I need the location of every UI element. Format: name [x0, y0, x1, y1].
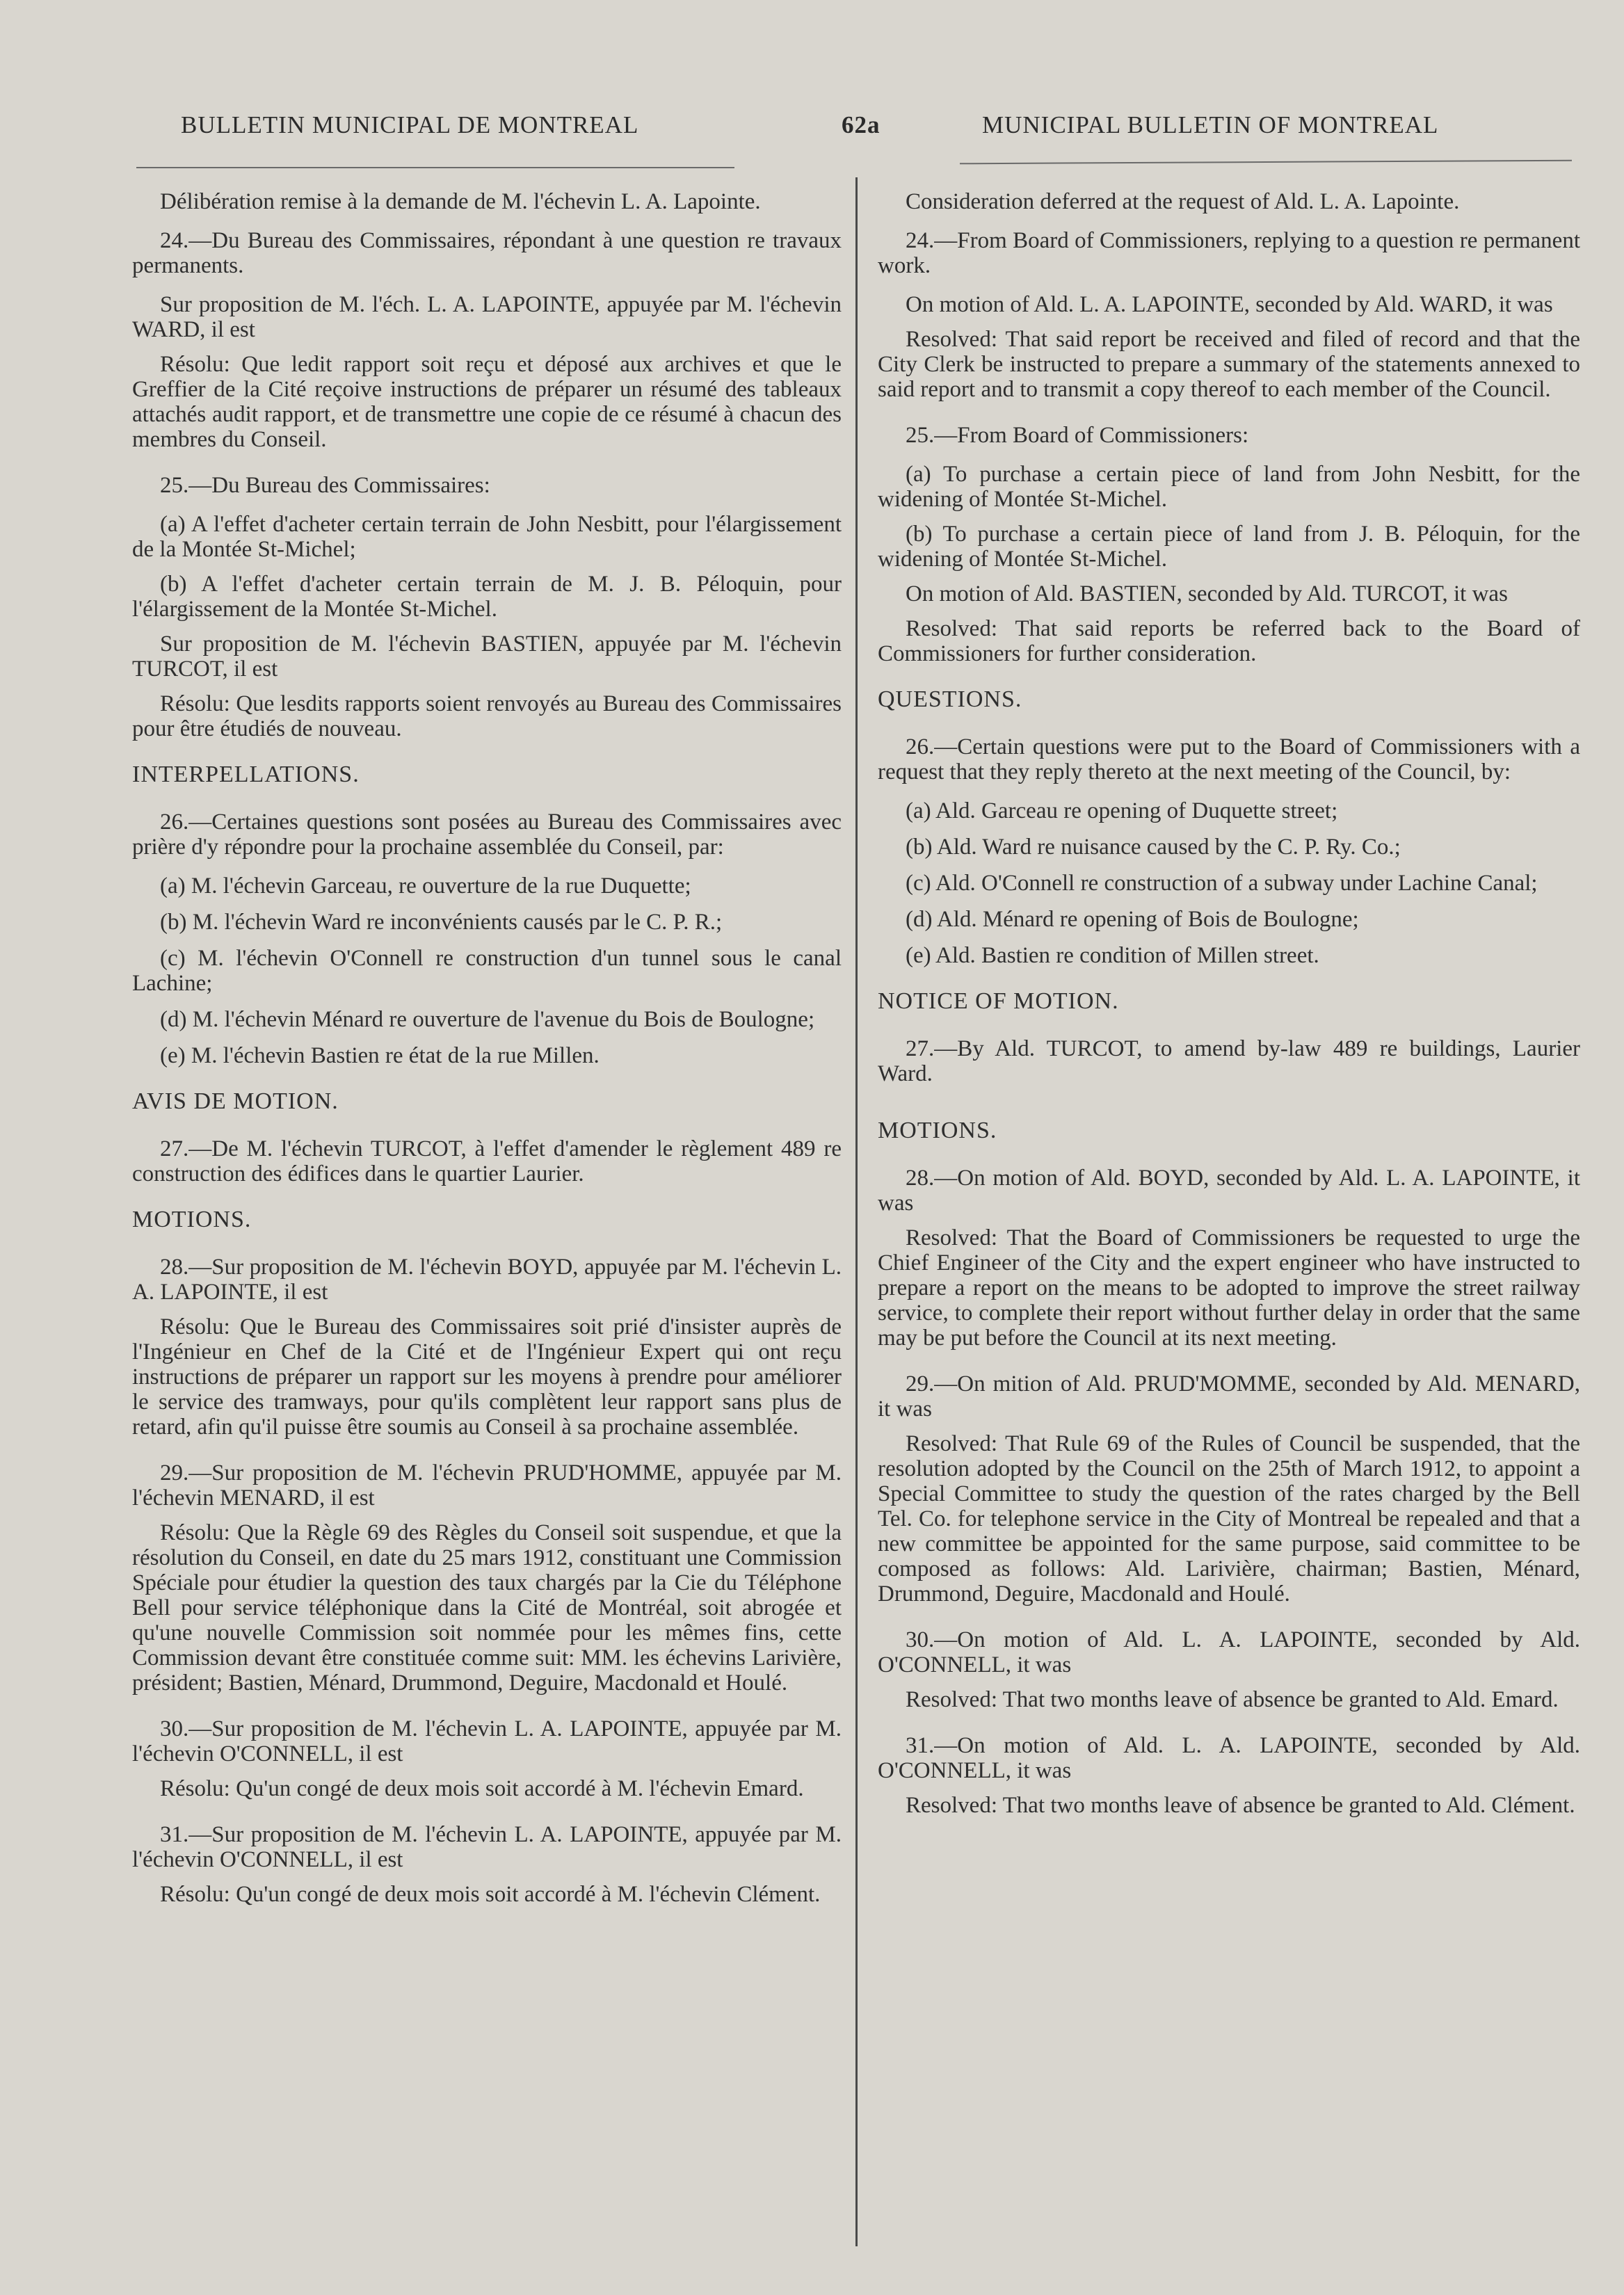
- header-title-en: MUNICIPAL BULLETIN OF MONTREAL: [982, 111, 1439, 138]
- fr-item-30-motion: 30.—Sur proposition de M. l'échevin L. A. LAPOINTE, appuyée par M. l'échevin O'CONNELL, il est: [132, 1716, 842, 1766]
- page-header: [132, 111, 1544, 146]
- en-item-25-a: (a) To purchase a certain piece of land from John Nesbitt, for the widening of Montée St-Michel.: [878, 462, 1580, 512]
- fr-item-31-motion: 31.—Sur proposition de M. l'échevin L. A. LAPOINTE, appuyée par M. l'échevin O'CONNELL, il est: [132, 1822, 842, 1872]
- en-item-26-e: (e) Ald. Bastien re condition of Millen street.: [906, 943, 1319, 968]
- en-item-26-d: (d) Ald. Ménard re opening of Bois de Boulogne;: [906, 907, 1359, 932]
- en-item-27: 27.—By Ald. TURCOT, to amend by-law 489 re buildings, Laurier Ward.: [878, 1036, 1580, 1086]
- header-rule-right: [960, 160, 1572, 165]
- english-column: [878, 189, 1580, 1832]
- header-title-fr: BULLETIN MUNICIPAL DE MONTREAL: [181, 111, 639, 138]
- fr-heading-motions: MOTIONS.: [132, 1207, 252, 1232]
- fr-item-30-resolution: Résolu: Qu'un congé de deux mois soit accordé à M. l'échevin Emard.: [160, 1776, 804, 1801]
- en-item-25-motion: On motion of Ald. BASTIEN, seconded by Ald. TURCOT, it was: [906, 581, 1508, 606]
- page-number: 62a: [842, 111, 881, 138]
- fr-item-27: 27.—De M. l'échevin TURCOT, à l'effet d'amender le règlement 489 re construction des édifices dans le quartier Laurier.: [132, 1136, 842, 1186]
- en-item-28-motion: 28.—On motion of Ald. BOYD, seconded by Ald. L. A. LAPOINTE, it was: [878, 1166, 1580, 1216]
- en-item-25-b: (b) To purchase a certain piece of land from J. B. Péloquin, for the widening of Montée St-Michel.: [878, 522, 1580, 572]
- en-item-26-b: (b) Ald. Ward re nuisance caused by the C. P. Ry. Co.;: [906, 835, 1401, 860]
- fr-deferred: Délibération remise à la demande de M. l'échevin L. A. Lapointe.: [160, 189, 761, 214]
- fr-item-26-b: (b) M. l'échevin Ward re inconvénients causés par le C. P. R.;: [160, 910, 723, 935]
- en-item-26-c: (c) Ald. O'Connell re construction of a subway under Lachine Canal;: [906, 871, 1538, 896]
- fr-item-25-b: (b) A l'effet d'acheter certain terrain de M. J. B. Péloquin, pour l'élargissement de la Montée St-Michel.: [132, 572, 842, 622]
- en-item-30-motion: 30.—On motion of Ald. L. A. LAPOINTE, seconded by Ald. O'CONNELL, it was: [878, 1627, 1580, 1677]
- en-item-24-head: 24.—From Board of Commissioners, replying to a question re permanent work.: [878, 228, 1580, 278]
- fr-heading-interpellations: INTERPELLATIONS.: [132, 762, 360, 787]
- fr-item-28-motion: 28.—Sur proposition de M. l'échevin BOYD, appuyée par M. l'échevin L. A. LAPOINTE, il est: [132, 1255, 842, 1305]
- en-item-28-resolution: Resolved: That the Board of Commissioners be requested to urge the Chief Engineer of the City and the expert engineer who have instructed to prepare a report on the means to be adopted to improve the street railway service, to complete their report without further delay in order that the same may be put before the Council at its next meeting.: [878, 1225, 1580, 1351]
- en-item-26-head: 26.—Certain questions were put to the Board of Commissioners with a request that they reply thereto at the next meeting of the Council, by:: [878, 734, 1580, 784]
- fr-heading-avis: AVIS DE MOTION.: [132, 1088, 339, 1114]
- fr-item-26-c: (c) M. l'échevin O'Connell re construction d'un tunnel sous le canal Lachine;: [132, 946, 842, 996]
- fr-item-25-head: 25.—Du Bureau des Commissaires:: [160, 473, 490, 498]
- fr-item-24-resolution: Résolu: Que ledit rapport soit reçu et déposé aux archives et que le Greffier de la Cité reçoive instructions de préparer un résumé des tableaux attachés audit rapport, et de transmettre une copie de ce résumé à chacun des membres du Conseil.: [132, 352, 842, 452]
- fr-item-29-motion: 29.—Sur proposition de M. l'échevin PRUD'HOMME, appuyée par M. l'échevin MENARD, il est: [132, 1460, 842, 1511]
- en-item-30-resolution: Resolved: That two months leave of absence be granted to Ald. Emard.: [906, 1687, 1559, 1712]
- en-heading-notice: NOTICE OF MOTION.: [878, 988, 1119, 1014]
- en-heading-motions: MOTIONS.: [878, 1118, 997, 1143]
- fr-item-26-d: (d) M. l'échevin Ménard re ouverture de l'avenue du Bois de Boulogne;: [160, 1007, 815, 1032]
- fr-item-31-resolution: Résolu: Qu'un congé de deux mois soit accordé à M. l'échevin Clément.: [160, 1882, 821, 1907]
- fr-item-26-a: (a) M. l'échevin Garceau, re ouverture de la rue Duquette;: [160, 873, 691, 899]
- fr-item-25-resolution: Résolu: Que lesdits rapports soient renvoyés au Bureau des Commissaires pour être étudiés de nouveau.: [132, 691, 842, 741]
- en-item-25-head: 25.—From Board of Commissioners:: [906, 423, 1249, 448]
- fr-item-25-a: (a) A l'effet d'acheter certain terrain de John Nesbitt, pour l'élargissement de la Montée St-Michel;: [132, 512, 842, 562]
- en-deferred: Consideration deferred at the request of Ald. L. A. Lapointe.: [906, 189, 1460, 214]
- fr-item-24-motion: Sur proposition de M. l'éch. L. A. LAPOINTE, appuyée par M. l'échevin WARD, il est: [132, 292, 842, 342]
- french-column: [132, 189, 842, 1921]
- fr-item-25-motion: Sur proposition de M. l'échevin BASTIEN, appuyée par M. l'échevin TURCOT, il est: [132, 631, 842, 682]
- en-heading-questions: QUESTIONS.: [878, 686, 1022, 712]
- fr-item-24-head: 24.—Du Bureau des Commissaires, répondant à une question re travaux permanents.: [132, 228, 842, 278]
- en-item-25-resolution: Resolved: That said reports be referred back to the Board of Commissioners for further consideration.: [878, 616, 1580, 666]
- fr-item-28-resolution: Résolu: Que le Bureau des Commissaires soit prié d'insister auprès de l'Ingénieur en Chef de la Cité et de l'Ingénieur Expert qui ont reçu instructions de préparer un rapport sur les moyens à prendre pour améliorer le service des tramways, pour qu'ils complètent leur rapport sans plus de retard, afin qu'il puisse être soumis au Conseil à sa prochaine assemblée.: [132, 1314, 842, 1440]
- en-item-31-resolution: Resolved: That two months leave of absence be granted to Ald. Clément.: [906, 1793, 1575, 1818]
- fr-item-26-head: 26.—Certaines questions sont posées au Bureau des Commissaires avec prière d'y répondre pour la prochaine assemblée du Conseil, par:: [132, 810, 842, 860]
- en-item-29-motion: 29.—On mition of Ald. PRUD'MOMME, seconded by Ald. MENARD, it was: [878, 1371, 1580, 1422]
- en-item-29-resolution: Resolved: That Rule 69 of the Rules of Council be suspended, that the resolution adopted by the Council on the 25th of March 1912, to appoint a Special Committee to study the question of the rates charged by the Bell Tel. Co. for telephone service in the City of Montreal be repealed and that a new committee be appointed for the same purpose, said committee to be composed as follows: Ald. Larivière, chairman; Bastien, Ménard, Drummond, Deguire, Macdonald and Houlé.: [878, 1431, 1580, 1606]
- fr-item-26-e: (e) M. l'échevin Bastien re état de la rue Millen.: [160, 1043, 600, 1068]
- en-item-24-resolution: Resolved: That said report be received and filed of record and that the City Clerk be instructed to prepare a summary of the statements annexed to said report and to transmit a copy thereof to each member of the Council.: [878, 327, 1580, 402]
- en-item-31-motion: 31.—On motion of Ald. L. A. LAPOINTE, seconded by Ald. O'CONNELL, it was: [878, 1733, 1580, 1783]
- en-item-26-a: (a) Ald. Garceau re opening of Duquette street;: [906, 798, 1338, 823]
- fr-item-29-resolution: Résolu: Que la Règle 69 des Règles du Conseil soit suspendue, et que la résolution du Conseil, en date du 25 mars 1912, constituant une Commission Spéciale pour étudier la question des taux chargés par la Cie du Téléphone Bell pour service téléphonique dans la Cité de Montréal, soit abrogée et qu'une nouvelle Commission soit nommée pour les mêmes fins, cette Commission devant être constituée comme suit: MM. les échevins Larivière, président; Bastien, Ménard, Drummond, Deguire, Macdonald et Houlé.: [132, 1520, 842, 1696]
- en-item-24-motion: On motion of Ald. L. A. LAPOINTE, seconded by Ald. WARD, it was: [906, 292, 1553, 317]
- header-rule-left: [136, 167, 734, 168]
- column-divider: [855, 177, 858, 2246]
